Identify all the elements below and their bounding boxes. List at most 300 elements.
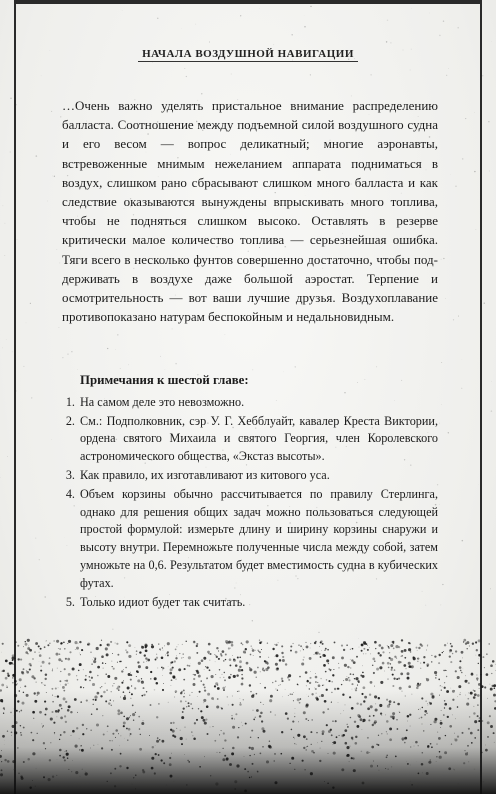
speckle [417,683,419,685]
speckle [143,694,145,696]
speckle [432,543,433,544]
speckle [2,347,3,348]
speckle [338,663,339,664]
speckle [406,668,407,669]
speckle [7,731,8,732]
speckle [330,729,332,731]
speckle [362,665,363,666]
speckle [304,15,305,16]
speckle [234,780,237,783]
speckle [206,677,208,679]
speckle [361,751,363,753]
speckle [428,761,431,764]
speckle [269,740,270,741]
speckle [322,268,323,269]
speckle [290,645,292,647]
speckle [65,721,67,723]
speckle [54,176,55,177]
speckle [6,686,8,688]
speckle [67,353,68,354]
speckle [327,782,329,784]
speckle [470,732,473,735]
speckle [23,646,24,647]
speckle [275,781,278,784]
speckle [59,704,62,707]
speckle [116,688,118,690]
speckle [129,692,130,693]
speckle [484,667,485,668]
speckle [297,578,298,579]
speckle [67,545,68,546]
speckle [257,650,258,651]
speckle [479,688,480,689]
speckle [175,295,176,296]
speckle [373,722,376,725]
speckle [79,775,81,777]
speckle [347,754,350,757]
speckle [346,446,347,447]
bottom-shade [0,690,496,794]
speckle [75,745,78,748]
speckle [370,74,371,75]
speckle [261,720,263,722]
speckle [311,693,313,695]
speckle [32,752,35,755]
speckle [158,644,159,645]
speckle [52,670,53,671]
speckle [134,99,135,100]
speckle [159,739,161,741]
speckle [276,400,277,401]
speckle [344,392,345,393]
speckle [178,644,179,645]
speckle [447,716,449,718]
speckle [65,680,66,681]
speckle [411,665,414,668]
speckle [211,698,212,699]
speckle [340,713,341,714]
speckle [326,659,329,662]
speckle [124,695,126,697]
speckle [303,747,305,749]
speckle [429,294,430,295]
speckle [56,249,57,250]
speckle [287,676,289,678]
speckle [252,620,253,621]
speckle [459,660,461,662]
speckle [473,690,474,691]
speckle [353,661,356,664]
speckle [431,655,432,656]
speckle [235,664,238,667]
speckle [307,680,308,681]
speckle [384,671,385,672]
speckle [404,219,405,220]
speckle [160,759,162,761]
speckle [158,754,160,756]
speckle [225,686,226,687]
speckle [330,670,331,671]
speckle [351,737,354,740]
speckle [355,677,358,680]
speckle [170,664,171,665]
speckle [387,662,390,665]
speckle [72,668,75,671]
speckle [359,647,360,648]
speckle [457,736,459,738]
speckle [50,50,51,51]
speckle [160,650,161,651]
speckle [7,456,8,457]
speckle [117,334,118,335]
speckle [107,675,110,678]
speckle [269,746,270,747]
speckle [397,703,400,706]
speckle [461,651,464,654]
speckle [267,664,268,665]
speckle [412,8,413,9]
speckle [467,745,469,747]
speckle [369,114,370,115]
speckle [444,707,445,708]
speckle [52,776,54,778]
speckle [426,678,429,681]
speckle [237,691,238,692]
speckle [302,648,303,649]
speckle [332,787,334,789]
speckle [320,642,322,644]
speckle [310,772,313,775]
speckle [63,756,65,758]
speckle [443,258,444,259]
speckle [391,642,392,643]
speckle [453,319,454,320]
speckle [130,206,131,207]
speckle [424,710,427,713]
speckle [310,648,311,649]
speckle [354,58,355,59]
speckle [280,753,282,755]
speckle [374,641,377,644]
speckle [206,666,208,668]
speckle [440,685,441,686]
speckle [260,753,262,755]
speckle [155,745,156,746]
speckle [364,642,367,645]
speckle [463,639,466,642]
speckle [352,674,354,676]
speckle [120,712,123,715]
speckle [165,655,166,656]
speckle [489,715,491,717]
speckle [310,74,311,75]
speckle [461,388,462,389]
speckle [261,229,262,230]
speckle [78,670,80,672]
speckle [101,655,104,658]
speckle [225,598,227,600]
speckle [249,684,251,686]
speckle [396,678,398,680]
speckle [128,655,131,658]
speckle [188,665,190,667]
speckle [372,724,374,726]
speckle [305,749,307,751]
speckle [89,423,90,424]
speckle [12,663,14,665]
speckle [26,671,29,674]
speckle [172,667,174,669]
speckle [245,648,247,650]
speckle [315,676,318,679]
speckle [141,722,144,725]
speckle [476,229,477,230]
speckle [294,769,295,770]
speckle [306,685,307,686]
speckle [229,658,232,661]
speckle [481,752,482,753]
speckle [262,669,264,671]
speckle [331,734,333,736]
speckle [457,27,459,29]
speckle [112,653,113,654]
speckle [98,377,99,378]
speckle [347,726,349,728]
speckle [272,648,274,650]
speckle [193,738,196,741]
speckle [361,693,363,695]
speckle [57,759,58,760]
speckle [151,645,154,648]
speckle [219,669,220,670]
speckle [274,644,275,645]
speckle [106,653,109,656]
speckle [381,647,384,650]
speckle [357,685,358,686]
speckle [315,641,317,643]
speckle [74,641,77,644]
speckle [327,649,329,651]
speckle [204,756,205,757]
speckle [244,756,245,757]
speckle [251,776,252,777]
speckle [431,746,433,748]
speckle [280,684,281,685]
speckle [238,669,241,672]
speckle [320,656,322,658]
speckle [64,759,66,761]
speckle [485,745,486,746]
speckle [309,677,311,679]
speckle [386,41,387,42]
speckle [491,673,492,674]
speckle [333,669,334,670]
speckle [34,651,36,653]
speckle [329,668,330,669]
speckle [146,661,147,662]
speckle [39,661,40,662]
speckle [421,763,424,766]
speckle [400,661,402,663]
speckle [155,659,157,661]
speckle [474,706,475,707]
speckle [43,725,44,726]
speckle [197,100,198,101]
speckle [48,662,50,664]
speckle [308,720,309,721]
speckle [331,702,332,703]
speckle [482,75,483,76]
speckle [108,702,110,704]
speckle [117,709,120,712]
speckle [182,711,184,713]
speckle [438,679,440,681]
speckle [241,642,243,644]
speckle [460,670,462,672]
speckle [136,650,138,652]
speckle [167,654,169,656]
speckle [195,24,196,25]
speckle [399,711,400,712]
speckle [85,772,88,775]
speckle [455,718,456,719]
speckle [469,716,471,718]
speckle [370,705,373,708]
speckle [440,727,441,728]
speckle [91,663,93,665]
speckle [408,648,411,651]
speckle [45,673,47,675]
speckle [407,715,410,718]
speckle [474,737,476,739]
speckle [217,752,218,753]
speckle [15,390,16,391]
speckle [76,675,77,676]
speckle [154,772,156,774]
speckle [42,661,45,664]
speckle [52,175,53,176]
speckle [75,649,76,650]
speckle [216,647,218,649]
speckle [249,667,250,668]
speckle [137,671,139,673]
speckle [406,729,408,731]
speckle [113,700,114,701]
speckle [151,757,154,760]
speckle [217,246,218,247]
speckle [381,127,383,129]
speckle [487,721,490,724]
speckle [407,763,409,765]
speckle [341,656,344,659]
speckle [13,769,14,770]
speckle [451,645,453,647]
speckle [61,660,63,662]
speckle [415,741,418,744]
speckle [322,654,325,657]
speckle [337,688,339,690]
speckle [215,661,216,662]
speckle [232,726,235,729]
speckle [69,651,71,653]
speckle [285,663,287,665]
speckle [420,643,422,645]
speckle [336,736,338,738]
speckle [445,735,446,736]
speckle [5,677,8,680]
speckle [103,691,106,694]
speckle [133,268,134,269]
speckle [315,673,316,674]
speckle [203,702,204,703]
speckle [478,720,480,722]
speckle [332,720,334,722]
speckle [139,651,141,653]
speckle [91,730,92,731]
speckle [379,704,382,707]
speckle [58,658,61,661]
speckle [77,643,78,644]
speckle [145,657,147,659]
speckle [188,761,190,763]
speckle [80,579,81,580]
speckle [232,715,233,716]
speckle [486,653,487,654]
speckle [175,690,178,693]
speckle [15,641,17,643]
speckle [390,716,392,718]
speckle [408,685,411,688]
speckle [149,549,150,550]
speckle [167,186,168,187]
speckle [387,733,388,734]
speckle [259,640,260,641]
speckle [185,727,186,728]
speckle [289,506,290,507]
speckle [188,702,190,704]
speckle [380,681,383,684]
speckle [437,484,438,485]
speckle [255,650,256,651]
speckle [32,780,33,781]
speckle [7,685,8,686]
speckle [304,26,306,28]
speckle [12,677,14,679]
speckle [419,718,420,719]
speckle [247,145,248,146]
speckle [304,769,305,770]
speckle [86,121,87,122]
speckle [83,669,84,670]
speckle [115,643,116,644]
speckle [129,717,130,718]
speckle [186,739,187,740]
speckle [135,775,136,776]
speckle [36,682,37,683]
speckle [386,731,387,732]
speckle [244,790,247,793]
speckle [465,695,466,696]
speckle [477,704,479,706]
speckle [436,761,437,762]
speckle [124,577,125,578]
speckle [298,721,299,722]
speckle [225,334,226,335]
speckle [190,703,191,704]
speckle [442,584,443,585]
speckle [333,744,334,745]
speckle [364,696,367,699]
